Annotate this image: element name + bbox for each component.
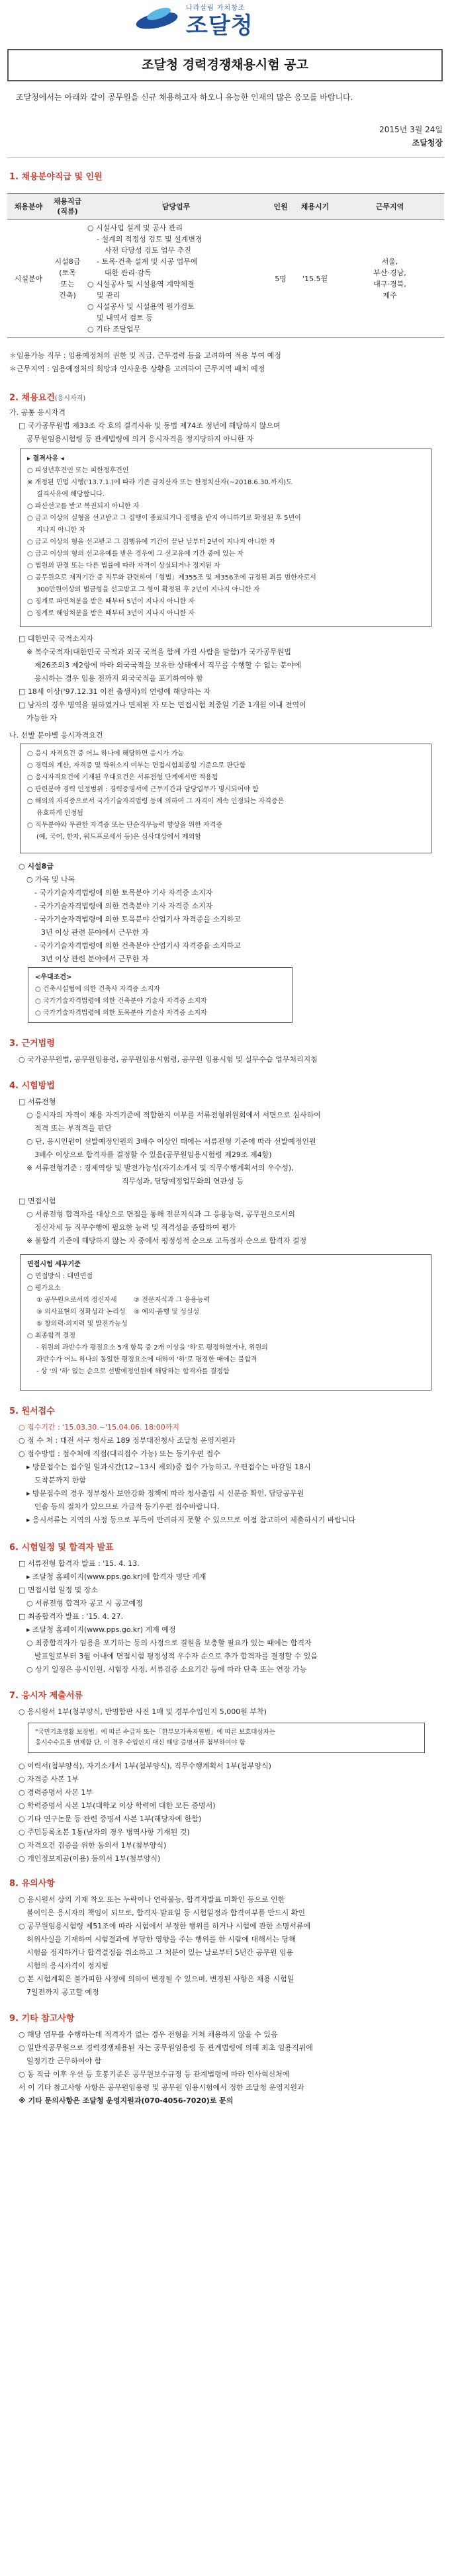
duty-line: - 설계의 적정성 검토 및 설계변경 (97, 235, 203, 243)
th-period: 채용시기 (294, 194, 336, 220)
text-line: ※ 불합격 기준에 해당하지 않는 자 중에서 평정성적 순으로 고득점자 순으로 합격자 결정 (26, 1236, 307, 1245)
text-line: ○ 국가공무원법, 공무원임용령, 공무원임용시험령, 공무원 임용시험 및 실무수습 업무처리지침 (19, 1055, 318, 1064)
th-region: 근무지역 (336, 194, 444, 220)
duty-line: 및 내역서 검토 등 (97, 314, 153, 322)
text-line: 제26조의3 제2항에 따라 외국국적을 보유한 상태에서 직무를 수행할 수 없는 분야에 (34, 661, 301, 669)
text-line: □ 서류전형 합격자 발표 : '15. 4. 13. (19, 1559, 140, 1568)
text-line: 3년 이상 관련 분야에서 근무한 자 (41, 955, 149, 963)
text-line: ○ 응시원서 1부(첨부양식, 반명함판 사진 1매 및 경부수입인지 5,000원 부착) (19, 1707, 267, 1716)
cell-field: 시설분야 (7, 220, 50, 338)
subheading: ○ 시설8급 (19, 862, 54, 871)
section-8-heading (9, 1877, 55, 1891)
page-title: 조달청 경력경쟁채용시험 공고 (7, 49, 443, 81)
logo-text: 조달청 (186, 12, 253, 39)
box-line: ○ 응시 자격요건 중 어느 하나에 해당하면 응시가 가능 (27, 750, 185, 757)
box-line: ○ 최종합격 결정 (27, 1332, 76, 1340)
recruitment-table (7, 193, 444, 338)
section-7-title: 응시자 제출서류 (21, 1691, 83, 1701)
text-line: 불이익은 응시자의 책임이 되므로, 합격자 발표일 등 시험일정과 합격여부를 반드시 확인 (26, 1909, 305, 1917)
duty-line: ○ 시설공사 및 시설용역 원가검토 (87, 302, 195, 311)
application-period: ○ 접수기간 : '15.03.30.~'15.04.06. 18:00까지 (19, 1423, 179, 1432)
section-6-title: 시험일정 및 합격자 발표 (21, 1543, 114, 1553)
duty-line: ○ 시설공사 및 시설용역 계약체결 (87, 280, 195, 288)
section-1-notes (9, 349, 441, 376)
text-line: ▸ 응시서류는 지역의 사정 등으로 부득이 반려하지 못할 수 있으므로 이점 참고하여 제출하시기 바랍니다 (26, 1516, 356, 1524)
box-line: ○ 징계로 파면처분을 받은 때부터 5년이 지나지 아니한 자 (27, 598, 195, 605)
cell-duty (85, 220, 267, 338)
section-1-title: 채용분야직급 및 인원 (21, 172, 103, 182)
text-line: ▸ 방문접수의 경우 정부청사 보안강화 정책에 따라 청사출입 시 신분증 확인, 담당공무원 (26, 1489, 304, 1498)
intro-text: 조달청에서는 아래와 같이 공무원을 신규 채용하고자 하오니 유능한 인재의 많은 응모를 바랍니다. (16, 93, 353, 102)
text-line: □ 면접시험 (19, 1197, 56, 1205)
text-line: 시험을 정지하거나 합격결정을 취소하고 그 처분이 있는 날로부터 5년간 공무원 임용 (26, 1948, 294, 1957)
box-line: 과반수가 어느 하나의 동일한 평정요소에 대하여 '하'로 평정한 때에는 불합격 (36, 1356, 257, 1363)
text-line: - 국가기술자격법령에 의한 토목분야 기사 자격증 소지자 (34, 888, 213, 897)
text-line: ○ 이력서(첨부양식), 자기소개서 1부(첨부양식), 직무수행계획서 1부(첨부양식) (19, 1762, 271, 1770)
box-line: 결격사유에 해당합니다. (36, 491, 105, 498)
duty-line: 사전 타당성 검토 업무 추진 (105, 246, 191, 255)
box-line: - 위원의 과반수가 평점요소 5개 항목 중 2개 이상을 '하'로 평정하였거나, 위원의 (36, 1344, 268, 1352)
section-8-title: 유의사항 (21, 1879, 55, 1889)
text-line: ○ 서류전형 합격자 공고 시 공고예정 (26, 1599, 143, 1608)
required-documents (9, 1705, 441, 1719)
section-4-number: 4. (9, 1081, 19, 1091)
box-line: "국민기초생활 보장법」에 따른 수급자 또는「한부모가족지원법」에 따른 보호대상자는 (35, 1729, 276, 1736)
section-2-subtitle: (응시자격) (54, 395, 86, 402)
box-line: ⑤ 창의력·의지력 및 발전가능성 (36, 1320, 128, 1328)
text-line: 서 이 기타 참고사항 사항은 공무원임용령 및 공무원 임용시험에서 정한 조달청 운영지원과 (19, 2083, 304, 2092)
th-field: 채용분야 (7, 194, 50, 220)
section-2-heading (9, 392, 85, 405)
section-5-title: 원서접수 (21, 1406, 55, 1416)
text-line: ※ 복수국적자(대한민국 국적과 외국 국적을 함께 가진 사람을 말함)가 국가공무원법 (26, 648, 291, 656)
text-line: ○ 주민등록초본 1통(남자의 경우 병역사항 기재된 것) (19, 1828, 190, 1836)
section-2-title: 채용요건 (21, 393, 55, 403)
announcement-date-block (379, 123, 443, 150)
box-title: <우대조건> (35, 974, 72, 981)
section-4-heading (9, 1080, 55, 1093)
cell-region: 서울, 부산·경남, 대구·경북, 제주 (336, 220, 444, 338)
box-line: - 상 '의 '하' 없는 순으로 선발예정인원에 해당하는 합격자를 결정함 (36, 1368, 230, 1375)
text-line: ○ 본 시험계획은 불가피한 사정에 의하여 변경될 수 있으며, 변경된 사항은 채용 시험일 (19, 1975, 294, 1983)
box-line: 유효하게 인정됨 (36, 810, 83, 817)
disqualification-box (20, 449, 431, 627)
text-line: □ 18세 이상('97.12.31 이전 출생자)의 연령에 해당하는 자 (19, 687, 211, 696)
box-line: ○ 해외의 자격증으로서 국가기술자격법령 등에 의하여 그 자격이 계속 인정되는 자격증은 (27, 798, 285, 805)
text-line: ○ 단, 응시인원이 선발예정인원의 3배수 이상인 때에는 서류전형 기준에 따라 선발예정인원 (26, 1137, 316, 1146)
legal-basis (9, 1053, 441, 1066)
duty-line: - 토목·건축 설계 및 시공 업무에 (97, 257, 198, 266)
text-line: □ 국가공무원법 제33조 각 호의 결격사유 및 동법 제74조 정년에 해당하지 않으며 (19, 421, 281, 430)
text-line: 일정기간 근무하여야 함 (26, 2057, 102, 2065)
box-line: ※ 개정된 민법 시행('13.7.1.)에 따라 기존 금치산자 또는 한정치산자(~2018.6.30.까지)도 (27, 479, 293, 486)
text-line: - 국가기술자격법령에 의한 토목분야 산업기사 자격증을 소지하고 (34, 915, 241, 923)
required-documents-list (9, 1760, 441, 1866)
other-notes (9, 2028, 441, 2108)
text-line: 7일전까지 공고할 예정 (26, 1988, 99, 1996)
interview (9, 1195, 441, 1248)
text-line: ○ 경력증명서 사본 1부 (19, 1788, 93, 1797)
text-line: 공무원임용시험령 등 관계법령에 의거 응시자격을 정지당하지 아니한 자 (26, 435, 254, 443)
text-line: ○ 해당 업무를 수행하는데 적격자가 없는 경우 전형을 거쳐 채용하지 않을 수 있음 (19, 2030, 278, 2039)
box-line: ○ 건축시설협에 의한 건축사 자격증 소지자 (35, 986, 160, 993)
box-line: 응시수수료를 면제함 단, 이 경우 수입인지 대신 해당 증명서류 첨부하여야 함 (35, 1739, 246, 1746)
subheading: 가. 공통 응시자격 (9, 408, 66, 417)
text-line: □ 대한민국 국적소지자 (19, 634, 94, 643)
text-line: ※ 서류전형기준 : 경제역량 및 발전가능성(자기소개서 및 직무수행계획서의 우수성), (26, 1164, 294, 1172)
schedule (9, 1557, 441, 1676)
box-line: ○ 직무분야와 무관한 자격증 또는 단순직무능력 향상을 위한 자격증 (27, 822, 222, 829)
note-line: ＊근무지역 : 임용예정처의 희망과 인사운용 상황을 고려하여 근무지역 배치 예정 (9, 365, 265, 373)
section-2-number: 2. (9, 393, 19, 403)
text-line: ○ 응시원서 상의 기재 착오 또는 누락이나 연락불능, 합격자발표 미확인 등으로 인한 (19, 1895, 285, 1904)
text-line: ▸ 조달청 홈페이지(www.pps.go.kr) 게재 예정 (26, 1625, 176, 1634)
subheading: 나. 선발 분야별 응시자격요건 (9, 731, 103, 740)
section-6-heading (9, 1541, 114, 1555)
text-line: 인솔 등의 절차가 있으므로 가급적 등기우편 접수바랍니다. (34, 1502, 220, 1511)
text-line: 3년 이상 관련 분야에서 근무한 자 (41, 928, 149, 937)
section-5-heading (9, 1405, 55, 1418)
duty-line: 대한 관리·감독 (105, 269, 152, 277)
text-line: 적격 또는 부적격을 판단 (34, 1124, 112, 1133)
box-line: ○ 징계로 해임처분을 받은 때부터 3년이 지나지 아니한 자 (27, 610, 195, 617)
section-1-number: 1. (9, 172, 19, 182)
text-line: 발표일로부터 3월 이내에 면접시험 평정성적 우수자 순으로 추가 합격자를 결정할 수 있음 (34, 1652, 318, 1660)
text-line: □ 서류전형 (19, 1097, 56, 1106)
box-line: ○ 법원의 판결 또는 다른 법률에 따라 자격이 상실되거나 정지된 자 (27, 562, 220, 570)
announcing-org: 조달청장 (412, 138, 443, 148)
box-line: ③ 의사표현의 정확성과 논리성 ④ 예의·품행 및 성실성 (36, 1309, 200, 1316)
announcement-date: 2015년 3월 24일 (379, 125, 443, 134)
box-line: ○ 관련분야 경력 인정범위 : 경력증명서에 근무기간과 담당업무가 명시되어야 함 (27, 786, 259, 793)
text-line: 허위사실을 기재하여 시험결과에 부당한 영향을 주는 행위를 한 시람에 대해서는 당해 (26, 1935, 296, 1944)
section-9-heading (9, 2012, 74, 2026)
logo-mark-icon (136, 7, 182, 34)
section-4-title: 시험방법 (21, 1081, 55, 1091)
text-line: ○ 기타 연구논문 등 관련 증명서 사본 1부(해당자에 한함) (19, 1815, 202, 1823)
document-screening (9, 1095, 441, 1188)
section-3-number: 3. (9, 1039, 19, 1049)
precautions (9, 1893, 441, 1999)
text-line: ○ 자격증 사본 1부 (19, 1775, 79, 1783)
box-title: ▸ 결격사유 ◂ (27, 455, 64, 462)
box-line: ○ 응시자격요건에 기재된 우대요건은 서류전형 단계에서만 적용됨 (27, 774, 218, 781)
text-line: ○ 서류전형 합격자를 대상으로 면접을 통해 전문지식과 그 응용능력, 공무원으로서의 (26, 1210, 295, 1219)
text-line: ○ 개인정보제공(이용) 동의서 1부(첨부양식) (19, 1854, 161, 1863)
text-line: ○ 상기 일정은 응시인원, 시험장 사정, 서류검증 소요기간 등에 따라 단축 또는 연장 가능 (26, 1665, 307, 1674)
cell-count: 5명 (267, 220, 294, 338)
text-line: 정신자세 등 직무수행에 필요한 능력 및 적격성을 종합하여 평가 (34, 1223, 236, 1232)
text-line: □ 면접시험 일정 및 장소 (19, 1586, 99, 1594)
table-row (7, 220, 444, 338)
text-line: □ 남자의 경우 병역을 필하였거나 면제된 자 또는 면접시험 최종일 기준 1개월 이내 전역이 (19, 701, 306, 709)
box-line: ○ 금고 이상의 형을 선고받고 그 집행유예 기간이 끝난 날부터 2년이 지나지 아니한 자 (27, 538, 276, 546)
text-line: ▸ 조달청 홈페이지(www.pps.go.kr)에 합격자 명단 게재 (26, 1572, 206, 1581)
logo (136, 4, 321, 37)
box-line: (예, 국어, 한자, 워드프로세서 등)은 심사대상에서 제외함 (36, 834, 201, 841)
text-line: - 국가기술자격법령에 의한 건축분야 기사 자격증 소지자 (34, 902, 213, 910)
th-grade: 채용직급 (직류) (50, 194, 85, 220)
text-line: 시험의 응시자격이 정지됨 (26, 1961, 109, 1970)
text-line: ○ 접수방법 : 접수처에 직접(대리접수 가능) 또는 등기우편 접수 (19, 1449, 220, 1458)
text-line: ○ 자격요건 검증을 위한 동의서 1부(첨부양식) (19, 1841, 167, 1850)
text-line: ○ 일반직공무원으로 경력경쟁채용된 자는 공무원임용령 등 관계법령에 의해 최초 임용직위에 (19, 2043, 313, 2052)
interview-criteria-box (20, 1254, 431, 1391)
text-line: 도착분까지 한함 (34, 1476, 86, 1484)
box-line: ○ 피성년후견인 또는 피한정후견인 (27, 467, 129, 474)
section-1-heading (9, 171, 103, 184)
text-line: ○ 접 수 처 : 대전 서구 청사로 189 정부대전청사 조달청 운영지원과 (19, 1436, 236, 1445)
text-line: ▸ 방문접수는 접수일 일과시간(12~13시 제외)중 접수 가능하고, 우편접수는 마감일 18시 (26, 1463, 311, 1471)
preferred-qualifications-box (28, 967, 293, 1023)
duty-line: ○ 시설사업 설계 및 공사 관리 (87, 224, 183, 232)
box-line: ○ 국가기술자격법령에 의한 건축분야 기술사 자격증 소지자 (35, 998, 207, 1005)
text-line: ○ 최종합격자가 임용을 포기하는 등의 사정으로 결원을 보충할 필요가 있는 때에는 합격자 (26, 1639, 312, 1647)
fee-exemption-box (28, 1723, 425, 1753)
box-line: ○ 파산선고를 받고 복권되지 아니한 자 (27, 503, 140, 510)
box-line: 300만원이상의 벌금형을 선고받고 그 형이 확정된 후 2년이 지나지 아니한 자 (36, 586, 260, 593)
box-line: ○ 공무원으로 재직기간 중 직무와 관련하여「형법」제355조 및 제356조에 규정된 죄를 범한자로서 (27, 574, 316, 581)
box-title: 면접시험 세부기준 (27, 1261, 81, 1268)
application (9, 1421, 441, 1527)
box-line: ○ 평가요소 (27, 1285, 61, 1292)
th-duty: 담당업무 (85, 194, 267, 220)
box-line: 지나지 아니한 자 (36, 527, 85, 534)
note-line: ＊임용가능 직무 : 임용예정처의 권한 및 직급, 근무경력 등을 고려하여 적용 부여 예정 (9, 351, 281, 360)
text-line: 3배수 이상으로 합격자를 결정할 수 있음(공무원임용시험령 제29조 제4항) (34, 1150, 272, 1159)
section-5-number: 5. (9, 1406, 19, 1416)
text-line: 응시하는 경우 임용 전까지 외국국적을 포기하여야 함 (34, 674, 203, 683)
text-line: 가능한 자 (26, 714, 58, 722)
box-line: ○ 금고 이상의 실형을 선고받고 그 집행이 종료되거나 집행을 받지 아니하기로 확정된 후 5년이 (27, 515, 301, 522)
common-eligibility (9, 406, 441, 446)
duty-line: 및 관리 (97, 291, 120, 300)
box-line: ○ 경력의 계산, 자격증 및 학위소지 여부는 면접시험최종일 기준으로 판단함 (27, 762, 246, 769)
text-line: ○ 가목 및 나목 (26, 875, 75, 884)
text-line: - 국가기술자격법령에 의한 건축분야 산업기사 자격증을 소지하고 (34, 941, 241, 950)
cell-grade: 시설8급 (토목 또는 건축) (50, 220, 85, 338)
box-line: ① 공무원으로서의 정신자세 ② 전문지식과 그 응용능력 (36, 1297, 210, 1304)
section-3-title: 근거법령 (21, 1039, 55, 1049)
cell-period: '15.5월 (294, 220, 336, 338)
section-7-number: 7. (9, 1691, 19, 1701)
divider (7, 157, 444, 158)
section-8-number: 8. (9, 1879, 19, 1889)
logo-subtitle: 나라살림 가치창조 (186, 5, 246, 13)
box-line: ○ 면접방식 : 대면면접 (27, 1273, 93, 1280)
grade8-requirements (9, 860, 441, 966)
text-line: ○ 공무원임용시험령 제51조에 따라 시험에서 부정한 행위를 하거나 시험에 관한 소명서류에 (19, 1922, 311, 1930)
text-line: □ 최종합격자 발표 : '15. 4. 27. (19, 1612, 123, 1621)
contact-info: ※ 기타 문의사항은 조달청 운영지원과(070-4056-7020)로 문의 (19, 2096, 234, 2105)
section-3-heading (9, 1037, 55, 1051)
text-line: ○ 응시자의 자격이 채용 자격기준에 적합한지 여부를 서류전형위원회에서 서면으로 심사하여 (26, 1111, 321, 1119)
box-line: ○ 금고 이상의 형의 선고유예를 받은 경우에 그 선고유예 기간 중에 있는 자 (27, 550, 244, 558)
box-line: ○ 국가기술자격법령에 의한 토목분야 기술사 자격증 소지자 (35, 1009, 207, 1017)
th-count: 인원 (267, 194, 294, 220)
text-line: 직무성과, 담당예정업무와의 연관성 등 (122, 1177, 244, 1185)
nationality-age-military (9, 632, 441, 742)
section-7-heading (9, 1690, 83, 1703)
eligibility-criteria-box (20, 744, 431, 853)
text-line: ○ 학력증명서 사본 1부(대학교 이상 학력에 대한 모든 증명서) (19, 1801, 216, 1810)
text-line: ○ 동 직급 이후 우선 등 호봉기준은 공무원보수규정 등 관계법령에 따라 인사혁신처에 (19, 2070, 290, 2079)
section-9-title: 기타 참고사항 (21, 2014, 75, 2024)
section-9-number: 9. (9, 2014, 19, 2024)
section-6-number: 6. (9, 1543, 19, 1553)
duty-line: ○ 기타 조달업무 (87, 325, 141, 333)
